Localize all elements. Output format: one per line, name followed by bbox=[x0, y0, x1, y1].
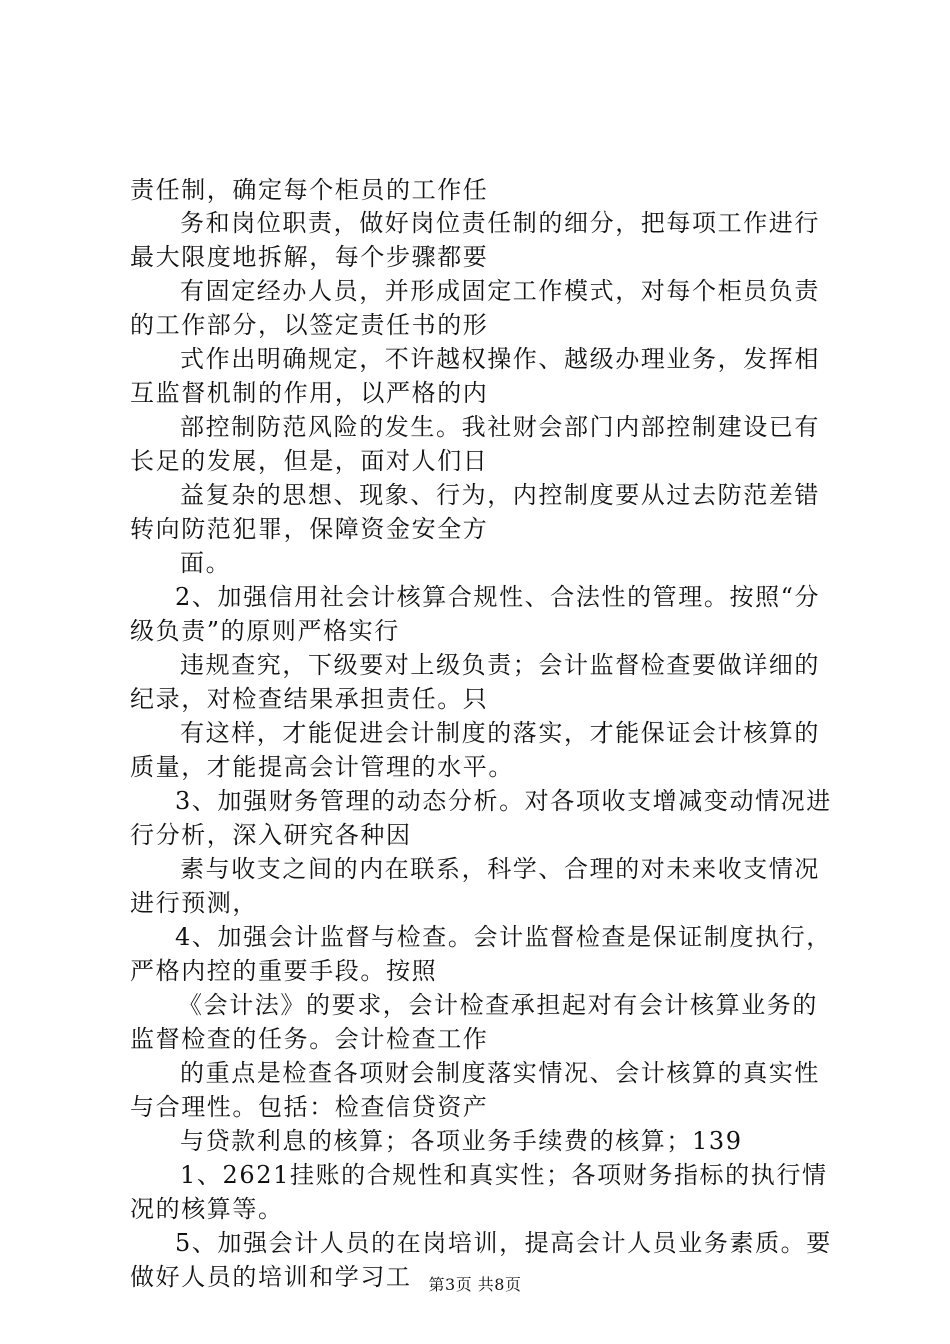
text-line: 行分析，深入研究各种因 bbox=[130, 821, 412, 849]
text-line: 5、加强会计人员的在岗培训，提高会计人员业务素质。要 bbox=[175, 1229, 832, 1257]
text-line: 进行预测， bbox=[130, 889, 258, 917]
text-line: 的重点是检查各项财会制度落实情况、会计核算的真实性 bbox=[180, 1059, 820, 1087]
text-line: 面。 bbox=[180, 549, 232, 577]
text-line: 长足的发展，但是，面对人们日 bbox=[130, 447, 489, 475]
text-line: 与贷款利息的核算；各项业务手续费的核算；139 bbox=[180, 1127, 743, 1155]
text-line: 4、加强会计监督与检查。会计监督检查是保证制度执行， bbox=[175, 923, 832, 951]
text-line: 与合理性。包括：检查信贷资产 bbox=[130, 1093, 489, 1121]
text-line: 互监督机制的作用，以严格的内 bbox=[130, 379, 489, 407]
text-line: 况的核算等。 bbox=[130, 1195, 284, 1223]
text-line: 的工作部分，以签定责任书的形 bbox=[130, 311, 489, 339]
text-line: 务和岗位职责，做好岗位责任制的细分，把每项工作进行 bbox=[180, 209, 820, 237]
text-line: 2、加强信用社会计核算合规性、合法性的管理。按照“分 bbox=[175, 583, 821, 611]
text-line: 转向防范犯罪，保障资金安全方 bbox=[130, 515, 489, 543]
text-line: 益复杂的思想、现象、行为，内控制度要从过去防范差错 bbox=[180, 481, 820, 509]
text-line: 级负责”的原则严格实行 bbox=[130, 617, 400, 645]
text-line: 《会计法》的要求，会计检查承担起对有会计核算业务的 bbox=[178, 991, 818, 1019]
text-line: 责任制，确定每个柜员的工作任 bbox=[130, 176, 489, 204]
text-line: 素与收支之间的内在联系，科学、合理的对未来收支情况 bbox=[180, 855, 820, 883]
text-line: 有这样，才能促进会计制度的落实，才能保证会计核算的 bbox=[180, 719, 820, 747]
text-line: 1、2621挂账的合规性和真实性；各项财务指标的执行情 bbox=[180, 1161, 828, 1189]
text-line: 最大限度地拆解，每个步骤都要 bbox=[130, 243, 489, 271]
text-line: 有固定经办人员，并形成固定工作模式，对每个柜员负责 bbox=[180, 277, 820, 305]
page-number-footer: 第3页 共8页 bbox=[428, 1275, 522, 1294]
text-line: 质量，才能提高会计管理的水平。 bbox=[130, 753, 514, 781]
text-line: 3、加强财务管理的动态分析。对各项收支增减变动情况进 bbox=[175, 787, 832, 815]
text-line: 做好人员的培训和学习工 bbox=[130, 1263, 412, 1291]
text-line: 严格内控的重要手段。按照 bbox=[130, 957, 438, 985]
text-line: 部控制防范风险的发生。我社财会部门内部控制建设已有 bbox=[180, 413, 820, 441]
text-line: 违规查究，下级要对上级负责；会计监督检查要做详细的 bbox=[180, 651, 820, 679]
text-line: 纪录，对检查结果承担责任。只 bbox=[130, 685, 489, 713]
text-line: 监督检查的任务。会计检查工作 bbox=[130, 1025, 489, 1053]
text-line: 式作出明确规定，不许越权操作、越级办理业务，发挥相 bbox=[180, 345, 820, 373]
